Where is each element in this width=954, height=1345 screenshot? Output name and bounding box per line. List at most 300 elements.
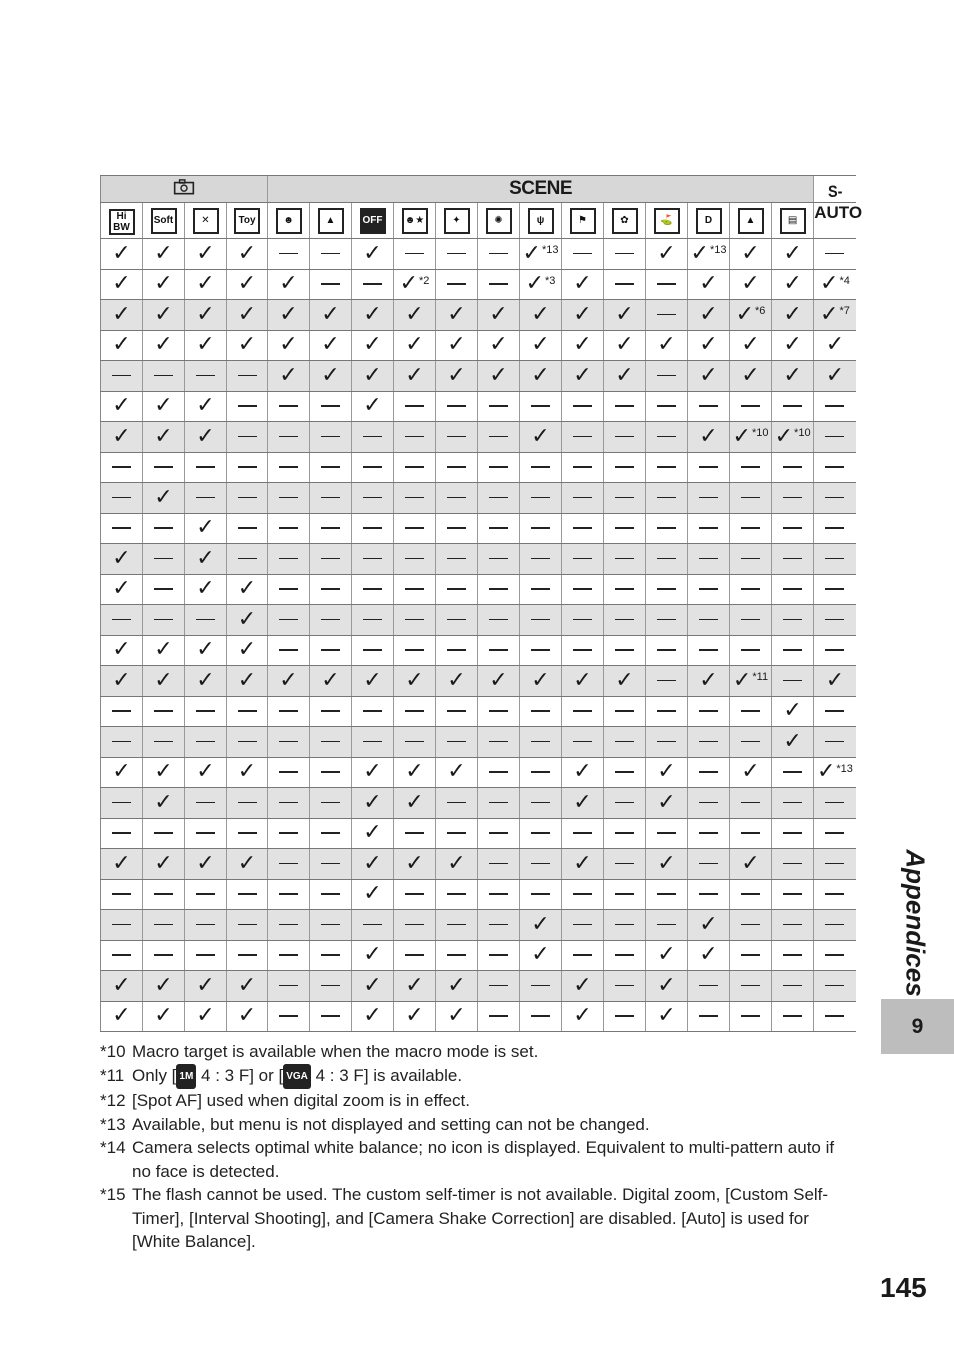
table-cell — [143, 513, 185, 544]
table-cell — [562, 574, 604, 605]
table-cell — [688, 330, 730, 361]
dash-icon — [154, 619, 173, 621]
table-cell — [814, 940, 856, 971]
table-cell — [101, 269, 143, 300]
dash-icon — [531, 741, 550, 743]
dash-icon — [405, 497, 424, 499]
dash-icon — [615, 405, 634, 407]
table-cell — [436, 666, 478, 697]
footnote-ref: *2 — [419, 274, 430, 287]
check-icon: ✓ — [615, 667, 634, 693]
night-landscape-icon: ✦ — [444, 208, 470, 234]
table-cell — [730, 513, 772, 544]
table-cell — [352, 269, 394, 300]
table-cell — [814, 513, 856, 544]
table-cell — [772, 330, 814, 361]
table-cell — [101, 239, 143, 270]
table-cell — [646, 605, 688, 636]
table-cell — [143, 910, 185, 941]
dash-icon — [699, 619, 718, 621]
check-icon: ✓ — [321, 301, 340, 327]
table-cell — [227, 544, 268, 575]
icon-header-cell — [730, 203, 772, 239]
check-icon: ✓ — [741, 271, 760, 297]
table-row — [101, 696, 856, 727]
dash-icon — [657, 436, 676, 438]
dash-icon — [741, 802, 760, 804]
table-cell — [730, 574, 772, 605]
dash-icon — [363, 741, 382, 743]
dash-icon — [238, 832, 257, 834]
check-icon: ✓ — [154, 637, 173, 663]
check-icon: ✓ — [699, 332, 718, 358]
icon-header-cell — [185, 203, 227, 239]
table-cell — [394, 422, 436, 453]
footnote-tag: *11 — [100, 1065, 125, 1085]
night-portrait-icon: ☻★ — [402, 208, 428, 234]
table-row — [101, 269, 856, 300]
table-cell — [730, 269, 772, 300]
chapter-tab[interactable] — [881, 999, 954, 1054]
check-icon: ✓ — [363, 972, 382, 998]
table-cell — [562, 879, 604, 910]
footnote-ref: *7 — [839, 305, 850, 318]
check-icon: ✓ — [279, 362, 298, 388]
check-icon: ✓ — [112, 545, 131, 571]
table-cell — [310, 605, 352, 636]
dash-icon — [489, 710, 508, 712]
table-cell — [520, 696, 562, 727]
dash-icon — [489, 954, 508, 956]
table-cell — [520, 757, 562, 788]
check-icon: ✓ — [363, 789, 382, 815]
table-cell — [310, 361, 352, 392]
check-icon: ✓ — [154, 972, 173, 998]
table-cell — [730, 422, 772, 453]
table-cell — [436, 422, 478, 453]
dash-icon — [447, 497, 466, 499]
check-icon: ✓ — [447, 667, 466, 693]
check-icon: ✓ — [783, 240, 802, 266]
table-cell — [604, 605, 646, 636]
table-cell — [478, 910, 520, 941]
dash-icon — [699, 405, 718, 407]
table-cell — [646, 422, 688, 453]
cross-process-icon: ✕ — [193, 208, 219, 234]
table-cell — [814, 330, 856, 361]
table-cell — [520, 849, 562, 880]
check-icon: ✓ — [525, 271, 545, 297]
dash-icon — [531, 771, 550, 773]
dash-icon — [321, 436, 340, 438]
table-cell — [394, 635, 436, 666]
check-icon: ✓ — [405, 759, 424, 785]
check-icon: ✓ — [531, 942, 550, 968]
dash-icon — [615, 649, 634, 651]
table-cell — [520, 391, 562, 422]
check-icon: ✓ — [154, 271, 173, 297]
table-cell — [604, 483, 646, 514]
dash-icon — [238, 893, 257, 895]
icon-header-cell — [352, 203, 394, 239]
table-cell — [646, 544, 688, 575]
table-cell — [268, 940, 310, 971]
table-cell — [562, 818, 604, 849]
table-cell — [688, 849, 730, 880]
table-cell — [436, 788, 478, 819]
table-cell — [688, 269, 730, 300]
table-cell — [562, 330, 604, 361]
table-cell — [101, 513, 143, 544]
table-cell — [688, 910, 730, 941]
table-cell — [478, 666, 520, 697]
table-cell — [520, 269, 562, 300]
dash-icon — [741, 985, 760, 987]
check-icon: ✓ — [489, 332, 508, 358]
dash-icon — [699, 497, 718, 499]
table-cell — [730, 818, 772, 849]
table-cell — [562, 696, 604, 727]
table-cell — [688, 361, 730, 392]
table-cell — [688, 971, 730, 1002]
table-cell — [520, 513, 562, 544]
table-cell — [688, 696, 730, 727]
dash-icon — [154, 924, 173, 926]
dash-icon — [405, 405, 424, 407]
table-cell — [310, 513, 352, 544]
dash-icon — [657, 619, 676, 621]
portrait-icon: ☻ — [276, 208, 302, 234]
check-icon: ✓ — [112, 576, 131, 602]
dash-icon — [573, 497, 592, 499]
check-icon: ✓ — [363, 332, 382, 358]
table-cell — [310, 422, 352, 453]
table-cell — [730, 330, 772, 361]
table-cell — [310, 1001, 352, 1032]
compatibility-table — [100, 175, 863, 1032]
dash-icon — [657, 710, 676, 712]
table-cell — [478, 971, 520, 1002]
table-row — [101, 757, 856, 788]
table-cell — [436, 330, 478, 361]
check-icon: ✓ — [657, 972, 676, 998]
table-row — [101, 452, 856, 483]
dash-icon — [825, 710, 844, 712]
dash-icon — [321, 954, 340, 956]
table-cell — [646, 452, 688, 483]
dash-icon — [321, 741, 340, 743]
table-cell — [101, 910, 143, 941]
table-cell — [310, 391, 352, 422]
check-icon: ✓ — [363, 942, 382, 968]
table-cell — [478, 269, 520, 300]
table-cell — [562, 361, 604, 392]
table-cell — [101, 666, 143, 697]
check-icon: ✓ — [699, 271, 718, 297]
table-cell — [730, 483, 772, 514]
check-icon: ✓ — [657, 240, 676, 266]
check-icon: ✓ — [531, 362, 550, 388]
dash-icon — [321, 558, 340, 560]
dash-icon — [154, 588, 173, 590]
table-cell — [478, 757, 520, 788]
table-cell — [604, 391, 646, 422]
table-cell — [646, 879, 688, 910]
table-cell — [772, 513, 814, 544]
table-cell — [730, 849, 772, 880]
table-cell — [688, 757, 730, 788]
check-icon: ✓ — [154, 850, 173, 876]
table-row — [101, 300, 856, 331]
dash-icon — [279, 802, 298, 804]
table-cell — [604, 696, 646, 727]
dash-icon — [196, 466, 215, 468]
dash-icon — [363, 924, 382, 926]
table-cell — [520, 635, 562, 666]
dash-icon — [573, 954, 592, 956]
table-cell — [478, 788, 520, 819]
table-cell — [268, 666, 310, 697]
dash-icon — [657, 649, 676, 651]
check-icon: ✓ — [405, 850, 424, 876]
table-cell — [227, 727, 268, 758]
dash-icon — [321, 466, 340, 468]
dash-icon — [741, 954, 760, 956]
dash-icon — [615, 741, 634, 743]
table-cell — [772, 727, 814, 758]
table-cell — [310, 544, 352, 575]
dash-icon — [279, 832, 298, 834]
footnote-12 — [100, 1089, 850, 1113]
table-cell — [604, 635, 646, 666]
table-row — [101, 666, 856, 697]
table-cell — [268, 452, 310, 483]
check-icon: ✓ — [399, 271, 419, 297]
table-cell — [730, 910, 772, 941]
table-cell — [478, 574, 520, 605]
dash-icon — [783, 893, 802, 895]
table-cell — [604, 361, 646, 392]
table-cell — [310, 269, 352, 300]
table-cell — [101, 635, 143, 666]
table-cell — [352, 971, 394, 1002]
table-cell — [185, 788, 227, 819]
check-icon: ✓ — [657, 850, 676, 876]
dash-icon — [363, 436, 382, 438]
dash-icon — [615, 832, 634, 834]
dash-icon — [447, 283, 466, 285]
check-icon: ✓ — [657, 942, 676, 968]
check-icon: ✓ — [154, 393, 173, 419]
table-cell — [436, 1001, 478, 1032]
icon-header-cell — [143, 203, 185, 239]
dash-icon — [447, 619, 466, 621]
table-cell — [185, 300, 227, 331]
table-cell — [394, 910, 436, 941]
table-cell — [227, 818, 268, 849]
table-cell — [101, 452, 143, 483]
table-cell — [562, 849, 604, 880]
table-cell — [562, 544, 604, 575]
table-cell — [730, 635, 772, 666]
table-cell — [604, 849, 646, 880]
check-icon: ✓ — [363, 301, 382, 327]
check-icon: ✓ — [112, 759, 131, 785]
table-cell — [143, 391, 185, 422]
table-cell — [520, 1001, 562, 1032]
dash-icon — [573, 741, 592, 743]
dash-icon — [783, 588, 802, 590]
table-cell — [436, 635, 478, 666]
table-cell — [646, 971, 688, 1002]
dash-icon — [489, 924, 508, 926]
dash-icon — [741, 649, 760, 651]
check-icon: ✓ — [783, 698, 802, 724]
table-cell — [478, 1001, 520, 1032]
table-cell — [730, 971, 772, 1002]
table-cell — [394, 971, 436, 1002]
dash-icon — [363, 497, 382, 499]
dash-icon — [238, 497, 257, 499]
check-icon: ✓ — [825, 667, 845, 693]
dash-icon — [531, 558, 550, 560]
table-row — [101, 513, 856, 544]
table-cell — [604, 971, 646, 1002]
check-icon: ✓ — [699, 667, 718, 693]
table-cell — [268, 574, 310, 605]
table-cell — [101, 300, 143, 331]
table-cell — [352, 513, 394, 544]
table-cell — [310, 910, 352, 941]
dash-icon — [531, 1015, 550, 1017]
table-cell — [730, 727, 772, 758]
table-cell — [394, 574, 436, 605]
dash-icon — [447, 253, 466, 255]
dash-icon — [825, 985, 844, 987]
table-cell — [310, 574, 352, 605]
footnote-ref: *10 — [751, 427, 769, 440]
table-cell — [604, 757, 646, 788]
dash-icon — [489, 741, 508, 743]
dash-icon — [783, 924, 802, 926]
table-cell — [772, 971, 814, 1002]
icon-header-cell — [772, 203, 814, 239]
check-icon: ✓ — [405, 667, 424, 693]
dash-icon — [238, 954, 257, 956]
table-cell — [478, 483, 520, 514]
dash-icon — [447, 436, 466, 438]
dash-icon — [279, 588, 298, 590]
check-icon: ✓ — [237, 606, 257, 632]
dash-icon — [405, 253, 424, 255]
table-cell — [268, 361, 310, 392]
table-cell — [730, 879, 772, 910]
check-icon: ✓ — [531, 911, 550, 937]
table-cell — [814, 361, 856, 392]
dash-icon — [531, 985, 550, 987]
dash-icon — [825, 649, 844, 651]
dash-icon — [699, 832, 718, 834]
dash-icon — [615, 863, 634, 865]
check-icon: ✓ — [112, 240, 131, 266]
creative-mode-header — [101, 176, 268, 203]
dash-icon — [783, 558, 802, 560]
footnote-14 — [100, 1136, 850, 1183]
check-icon: ✓ — [405, 301, 424, 327]
table-cell — [688, 422, 730, 453]
table-cell — [394, 1001, 436, 1032]
table-cell — [394, 361, 436, 392]
check-icon: ✓ — [112, 972, 131, 998]
table-cell — [604, 940, 646, 971]
dash-icon — [657, 558, 676, 560]
table-cell — [268, 910, 310, 941]
dash-icon — [363, 527, 382, 529]
food-icon: ψ — [528, 208, 554, 234]
dash-icon — [405, 924, 424, 926]
dash-icon — [699, 588, 718, 590]
table-cell — [436, 940, 478, 971]
dash-icon — [196, 619, 215, 621]
table-cell — [730, 361, 772, 392]
check-icon: ✓ — [447, 850, 466, 876]
table-cell — [268, 330, 310, 361]
table-cell — [227, 574, 268, 605]
table-cell — [352, 605, 394, 636]
check-icon: ✓ — [699, 301, 718, 327]
page-number: 145 — [880, 1272, 927, 1303]
dash-icon — [615, 710, 634, 712]
table-cell — [185, 483, 227, 514]
check-icon: ✓ — [447, 972, 466, 998]
check-icon: ✓ — [699, 362, 718, 388]
table-cell — [688, 605, 730, 636]
table-cell — [227, 513, 268, 544]
check-icon: ✓ — [447, 362, 466, 388]
dash-icon — [783, 954, 802, 956]
table-cell — [310, 330, 352, 361]
check-icon: ✓ — [196, 1003, 215, 1029]
table-cell — [814, 544, 856, 575]
table-cell — [394, 483, 436, 514]
table-row — [101, 544, 856, 575]
table-row — [101, 574, 856, 605]
dash-icon — [405, 619, 424, 621]
check-icon: ✓ — [573, 1003, 592, 1029]
table-cell — [143, 635, 185, 666]
table-cell — [394, 757, 436, 788]
check-icon: ✓ — [112, 637, 131, 663]
dash-icon — [489, 588, 508, 590]
dash-icon — [615, 802, 634, 804]
table-cell — [562, 605, 604, 636]
dash-icon — [657, 588, 676, 590]
dash-icon — [699, 741, 718, 743]
table-cell — [520, 788, 562, 819]
table-cell — [394, 391, 436, 422]
table-cell — [101, 788, 143, 819]
dash-icon — [825, 954, 844, 956]
dash-icon — [531, 497, 550, 499]
dash-icon — [615, 497, 634, 499]
dash-icon — [238, 466, 257, 468]
table-cell — [604, 513, 646, 544]
table-cell — [688, 1001, 730, 1032]
table-cell — [101, 1001, 143, 1032]
table-cell — [772, 361, 814, 392]
table-cell — [227, 940, 268, 971]
table-cell — [394, 666, 436, 697]
